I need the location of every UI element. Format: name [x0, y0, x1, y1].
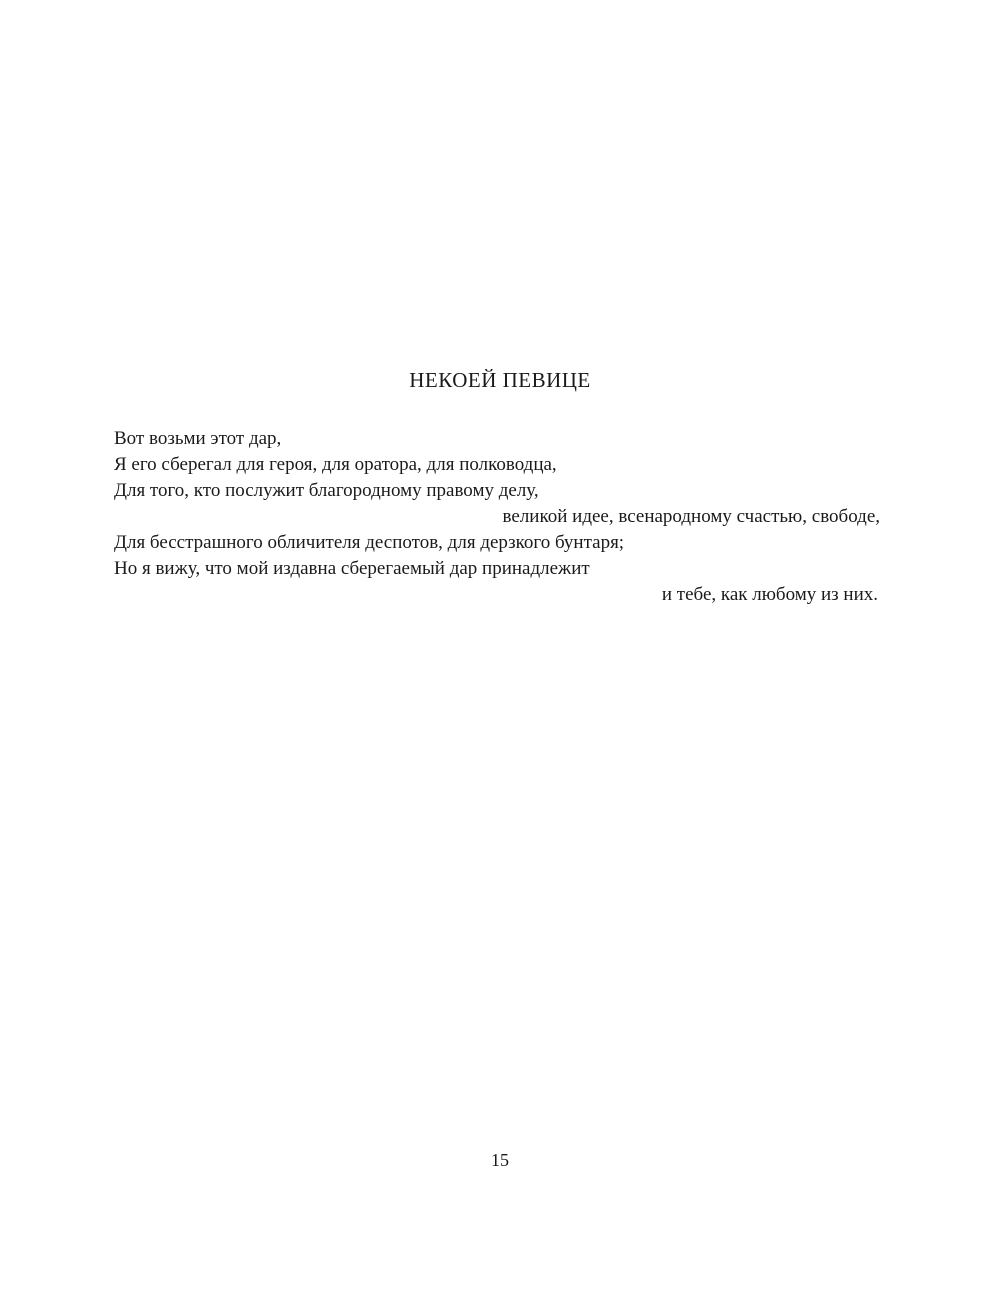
verse-line-3: Для того, кто послужит благородному правому делу, — [114, 480, 539, 501]
poem-title: НЕКОЕЙ ПЕВИЦЕ — [409, 368, 591, 392]
verse-line-2: Я его сберегал для героя, для оратора, для полководца, — [114, 454, 557, 475]
verse-line-3-continuation: великой идее, всенародному счастью, свободе, — [502, 506, 880, 527]
verse-line-5: Но я вижу, что мой издавна сберегаемый дар принадлежит — [114, 558, 590, 579]
poem-body — [114, 426, 894, 608]
verse-line-5-continuation: и тебе, как любому из них. — [661, 584, 878, 605]
verse-line-4: Для бесстрашного обличителя деспотов, для дерзкого бунтаря; — [114, 532, 625, 553]
verse-line-1: Вот возьми этот дар, — [114, 428, 282, 449]
page-number: 15 — [491, 1150, 509, 1170]
